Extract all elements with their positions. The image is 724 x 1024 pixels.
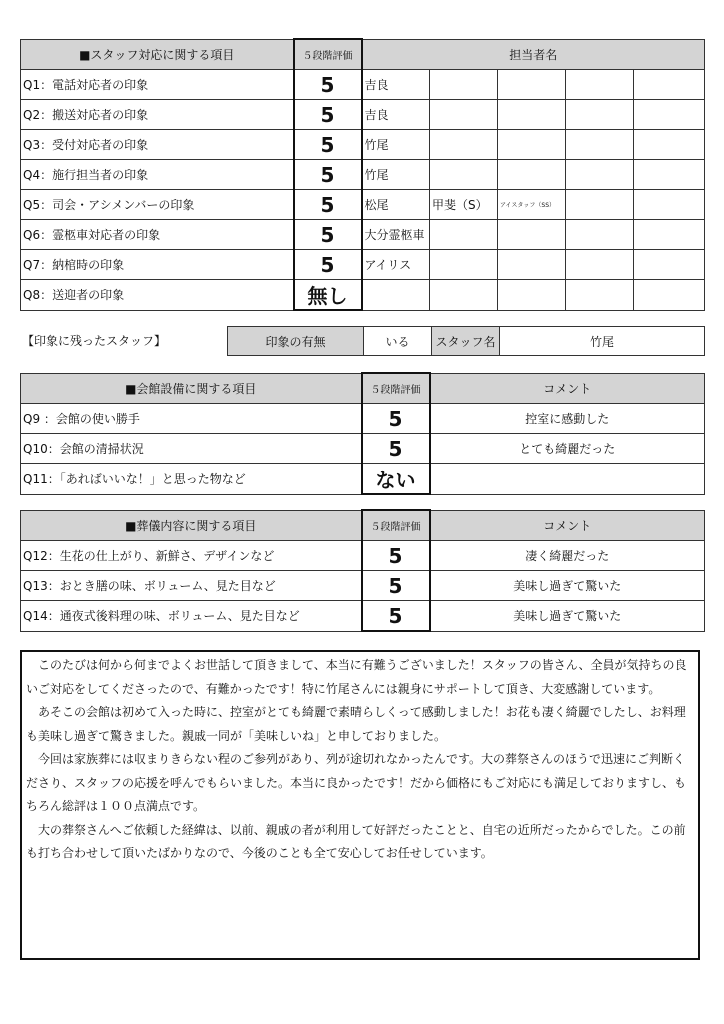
- question-label: Q3：受付対応者の印象: [21, 130, 294, 160]
- staff-name-cell: [634, 70, 705, 100]
- free-comment-box: [20, 650, 700, 960]
- impression-presence-value: いる: [364, 327, 432, 356]
- funeral-table-header: [21, 510, 705, 541]
- facility-rating-header: ５段階評価: [362, 373, 430, 404]
- score-value: 5: [294, 100, 362, 130]
- staff-name-cell: [566, 190, 634, 220]
- staff-name-cell: [634, 190, 705, 220]
- question-label: Q6：霊柩車対応者の印象: [21, 220, 294, 250]
- staff-name-cell: [498, 280, 566, 311]
- staff-name-cell: 竹尾: [362, 130, 430, 160]
- question-label: Q12：生花の仕上がり、新鮮さ、デザインなど: [21, 541, 362, 571]
- staff-person-header: 担当者名: [362, 39, 705, 70]
- impression-presence-label: 印象の有無: [228, 327, 364, 356]
- funeral-evaluation-table: [20, 509, 705, 632]
- staff-name-cell: [362, 280, 430, 311]
- score-value: 5: [294, 160, 362, 190]
- score-value: 5: [362, 434, 430, 464]
- staff-name-cell: 吉良: [362, 100, 430, 130]
- question-label: Q1：電話対応者の印象: [21, 70, 294, 100]
- staff-name-cell: [430, 280, 498, 311]
- score-value: 5: [362, 601, 430, 632]
- question-label: Q5：司会・アシメンバーの印象: [21, 190, 294, 220]
- score-value: 5: [362, 541, 430, 571]
- comment-cell: [430, 464, 705, 495]
- staff-name-cell: [634, 100, 705, 130]
- comment-cell: 凄く綺麗だった: [430, 541, 705, 571]
- question-label: Q4：施行担当者の印象: [21, 160, 294, 190]
- comment-paragraph: 今回は家族葬には収まりきらない程のご参列があり、列が途切れなかったんです。大の葬祭さんのほうで迅速にご判断くださり、スタッフの応援を呼んでもらいました。本当に良かったです！だから価格にもご対応にも満足しておりますし、もちろん総評は１００点満点です。: [26, 752, 687, 813]
- score-value: 無し: [294, 280, 362, 311]
- score-value: 5: [294, 130, 362, 160]
- facility-comment-header: コメント: [430, 373, 705, 404]
- staff-name-cell: 大分霊柩車: [362, 220, 430, 250]
- comment-cell: とても綺麗だった: [430, 434, 705, 464]
- table-row: [21, 160, 705, 190]
- staff-name-cell: [634, 160, 705, 190]
- staff-name-cell: [430, 250, 498, 280]
- table-row: [21, 70, 705, 100]
- staff-name-cell: 吉良: [362, 70, 430, 100]
- staff-name-cell: [498, 70, 566, 100]
- question-label: Q13：おとき膳の味、ボリューム、見た目など: [21, 571, 362, 601]
- staff-name-cell: [566, 250, 634, 280]
- score-value: 5: [294, 220, 362, 250]
- question-label: Q7：納棺時の印象: [21, 250, 294, 280]
- table-row: [21, 190, 705, 220]
- staff-table-header: [21, 39, 705, 70]
- staff-name-cell: [566, 280, 634, 311]
- staff-name-cell: [430, 160, 498, 190]
- staff-name-cell: [566, 70, 634, 100]
- table-row: [21, 220, 705, 250]
- comment-paragraph: このたびは何から何までよくお世話して頂きまして、本当に有難うございました！スタッフの皆さん、全員が気持ちの良いご対応をしてくださったので、有難かったです！特に竹尾さんには親身にサポートして頂き、大変感謝しています。: [26, 658, 687, 696]
- impression-staff-name-label: スタッフ名: [432, 327, 500, 356]
- staff-name-cell: [430, 130, 498, 160]
- staff-name-cell: [566, 130, 634, 160]
- comment-cell: 美味し過ぎて驚いた: [430, 571, 705, 601]
- staff-evaluation-table: [20, 38, 705, 311]
- table-row: [21, 280, 705, 311]
- impression-staff-name-value: 竹尾: [500, 327, 705, 356]
- staff-name-cell: [498, 250, 566, 280]
- facility-evaluation-table: [20, 372, 705, 495]
- staff-name-cell: 甲斐（S）: [430, 190, 498, 220]
- comment-paragraph: 大の葬祭さんへご依頼した経緯は、以前、親戚の者が利用して好評だったことと、自宅の近所だったからでした。この前も打ち合わせして頂いたばかりなので、今後のことも全て安心してお任せしています。: [26, 822, 686, 860]
- staff-name-cell: [498, 220, 566, 250]
- staff-name-cell: [566, 160, 634, 190]
- staff-name-cell: [634, 130, 705, 160]
- question-label: Q9 ：会館の使い勝手: [21, 404, 362, 434]
- table-row: [21, 404, 705, 434]
- question-label: Q2：搬送対応者の印象: [21, 100, 294, 130]
- question-label: Q14：通夜式後料理の味、ボリューム、見た目など: [21, 601, 362, 632]
- staff-name-cell: 松尾: [362, 190, 430, 220]
- table-row: [21, 541, 705, 571]
- score-value: 5: [362, 404, 430, 434]
- score-value: 5: [294, 70, 362, 100]
- staff-name-cell: [430, 100, 498, 130]
- table-row: [21, 571, 705, 601]
- comment-cell: 美味し過ぎて驚いた: [430, 601, 705, 632]
- table-row: [21, 601, 705, 632]
- question-label: Q10：会館の清掃状況: [21, 434, 362, 464]
- facility-table-header: [21, 373, 705, 404]
- funeral-comment-header: コメント: [430, 510, 705, 541]
- staff-name-cell: [498, 100, 566, 130]
- score-value: ない: [362, 464, 430, 495]
- question-label: Q8：送迎者の印象: [21, 280, 294, 311]
- impressive-staff-label: 【印象に残ったスタッフ】: [22, 334, 167, 348]
- funeral-rating-header: ５段階評価: [362, 510, 430, 541]
- funeral-item-header: ■葬儀内容に関する項目: [21, 510, 362, 541]
- score-value: 5: [294, 190, 362, 220]
- table-row: [21, 250, 705, 280]
- staff-name-cell: [634, 280, 705, 311]
- table-row: [21, 130, 705, 160]
- staff-name-cell: [566, 100, 634, 130]
- staff-name-cell: [634, 220, 705, 250]
- comment-paragraph: あそこの会館は初めて入った時に、控室がとても綺麗で素晴らしくって感動しました！お花も凄く綺麗でしたし、お料理も美味し過ぎて驚きました。親戚一同が「美味しいね」と申しておりました。: [26, 705, 686, 743]
- staff-rating-header: ５段階評価: [294, 39, 362, 70]
- staff-name-cell: [498, 130, 566, 160]
- score-value: 5: [294, 250, 362, 280]
- staff-name-cell: [430, 220, 498, 250]
- table-row: [21, 434, 705, 464]
- staff-name-cell: [634, 250, 705, 280]
- table-row: [21, 100, 705, 130]
- staff-name-cell: [498, 160, 566, 190]
- staff-item-header: ■スタッフ対応に関する項目: [21, 39, 294, 70]
- staff-name-cell: 竹尾: [362, 160, 430, 190]
- table-row: [21, 464, 705, 495]
- staff-name-cell: アイリス: [362, 250, 430, 280]
- staff-name-cell: [566, 220, 634, 250]
- staff-name-cell: [430, 70, 498, 100]
- question-label: Q11：「あればいいな！」と思った物など: [21, 464, 362, 495]
- staff-name-cell: アイスタッフ（SS）: [498, 190, 566, 220]
- score-value: 5: [362, 571, 430, 601]
- facility-item-header: ■会館設備に関する項目: [21, 373, 362, 404]
- impressive-staff-table: [227, 326, 705, 356]
- comment-cell: 控室に感動した: [430, 404, 705, 434]
